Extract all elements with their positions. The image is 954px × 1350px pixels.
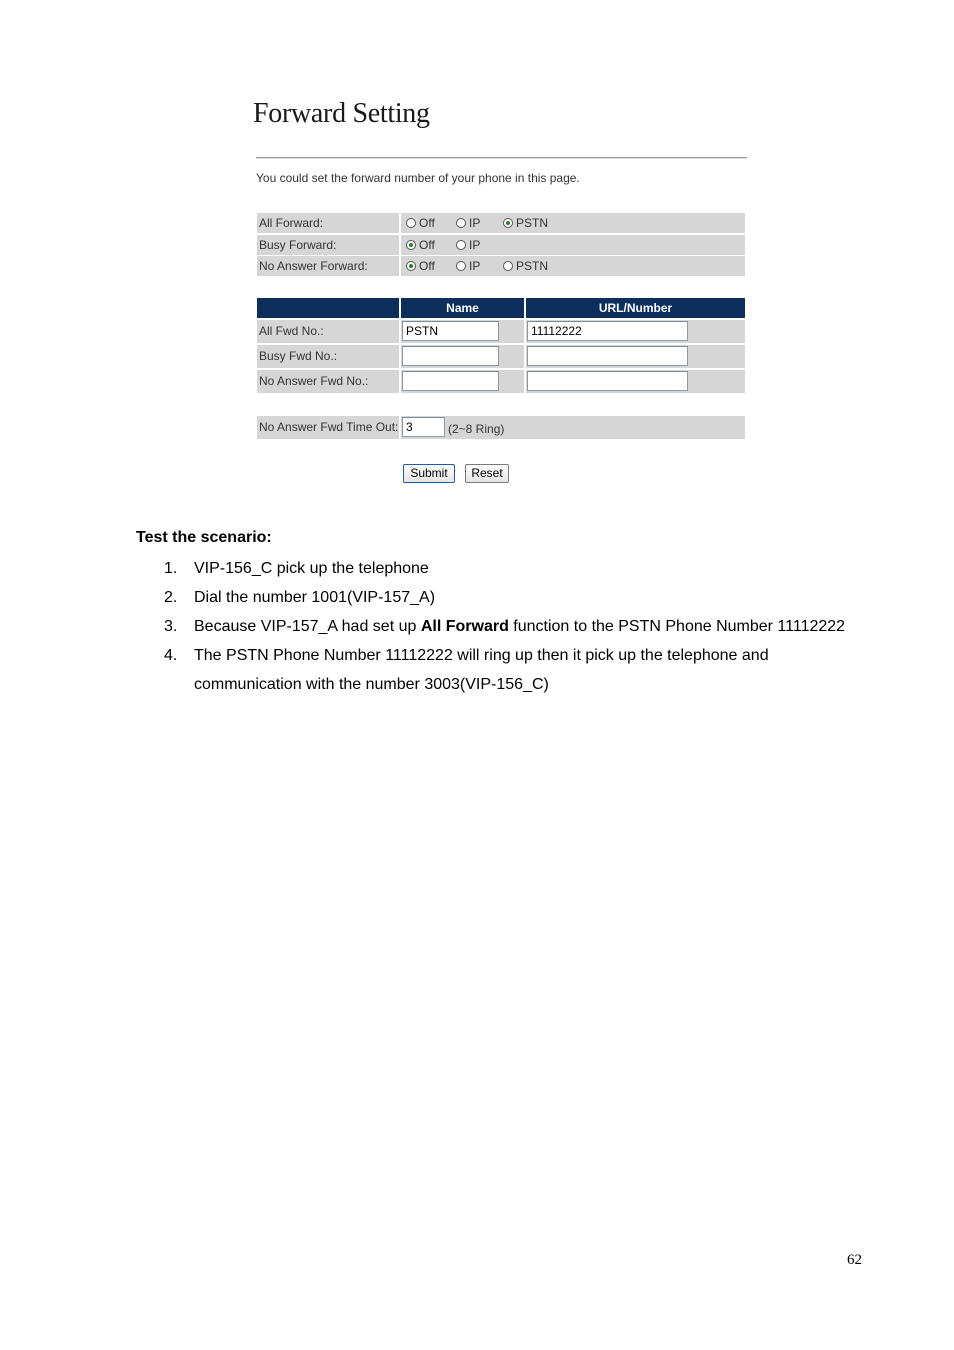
all-forward-pstn-option[interactable]: PSTN [503,216,548,230]
no-answer-forward-ip-option[interactable]: IP [456,259,480,273]
radio-icon[interactable] [456,240,466,250]
submit-button[interactable]: Submit [403,464,455,483]
busy-fwd-name-cell [401,345,524,368]
intro-text: You could set the forward number of your phone in this page. [256,171,580,185]
busy-fwd-name-input[interactable] [402,346,499,366]
list-item: 2. Dial the number 1001(VIP-157_A) [164,589,436,606]
no-answer-fwd-name-cell [401,370,524,393]
no-answer-forward-pstn-option[interactable]: PSTN [503,259,548,273]
all-fwd-name-cell [401,320,524,343]
timeout-hint: (2~8 Ring) [448,422,505,436]
all-forward-label: All Forward: [257,213,399,233]
radio-checked-icon[interactable] [406,261,416,271]
no-answer-fwd-no-label: No Answer Fwd No.: [257,370,399,393]
busy-forward-ip-option[interactable]: IP [456,238,480,252]
all-fwd-no-label: All Fwd No.: [257,320,399,343]
no-answer-fwd-url-input[interactable] [527,371,688,391]
all-fwd-url-cell [526,320,745,343]
no-answer-forward-options [401,256,745,276]
radio-icon[interactable] [406,218,416,228]
timeout-cell [401,416,745,439]
scenario-heading: Test the scenario: [136,529,272,546]
table-header-url: URL/Number [526,298,745,318]
busy-forward-label: Busy Forward: [257,235,399,255]
all-forward-off-option[interactable]: Off [406,216,435,230]
busy-forward-off-option[interactable]: Off [406,238,435,252]
table-header-name: Name [401,298,524,318]
busy-fwd-url-input[interactable] [527,346,688,366]
radio-icon[interactable] [503,261,513,271]
all-fwd-url-input[interactable]: 11112222 [527,321,688,341]
timeout-input[interactable]: 3 [402,417,445,437]
page-title: Forward Setting [253,98,430,129]
list-item: 3. Because VIP-157_A had set up All Forward function to the PSTN Phone Number 11112222 [164,618,846,635]
all-forward-ip-option[interactable]: IP [456,216,480,230]
title-divider [256,157,747,159]
timeout-label: No Answer Fwd Time Out: [257,416,399,439]
radio-checked-icon[interactable] [503,218,513,228]
busy-fwd-no-label: Busy Fwd No.: [257,345,399,368]
busy-fwd-url-cell [526,345,745,368]
scenario-steps [164,554,894,699]
no-answer-forward-label: No Answer Forward: [257,256,399,276]
no-answer-forward-off-option[interactable]: Off [406,259,435,273]
page-number: 62 [847,1252,862,1268]
all-fwd-name-input[interactable]: PSTN [402,321,499,341]
radio-checked-icon[interactable] [406,240,416,250]
radio-icon[interactable] [456,218,466,228]
all-forward-options [401,213,745,233]
table-header-blank [257,298,399,318]
busy-forward-options [401,235,745,255]
reset-button[interactable]: Reset [465,464,509,483]
list-item: 4. The PSTN Phone Number 11112222 will ring up then it pick up the telephone and communication with the number 3003(VIP-156_C) [164,647,769,693]
no-answer-fwd-name-input[interactable] [402,371,499,391]
no-answer-fwd-url-cell [526,370,745,393]
radio-icon[interactable] [456,261,466,271]
list-item: 1. VIP-156_C pick up the telephone [164,560,429,577]
